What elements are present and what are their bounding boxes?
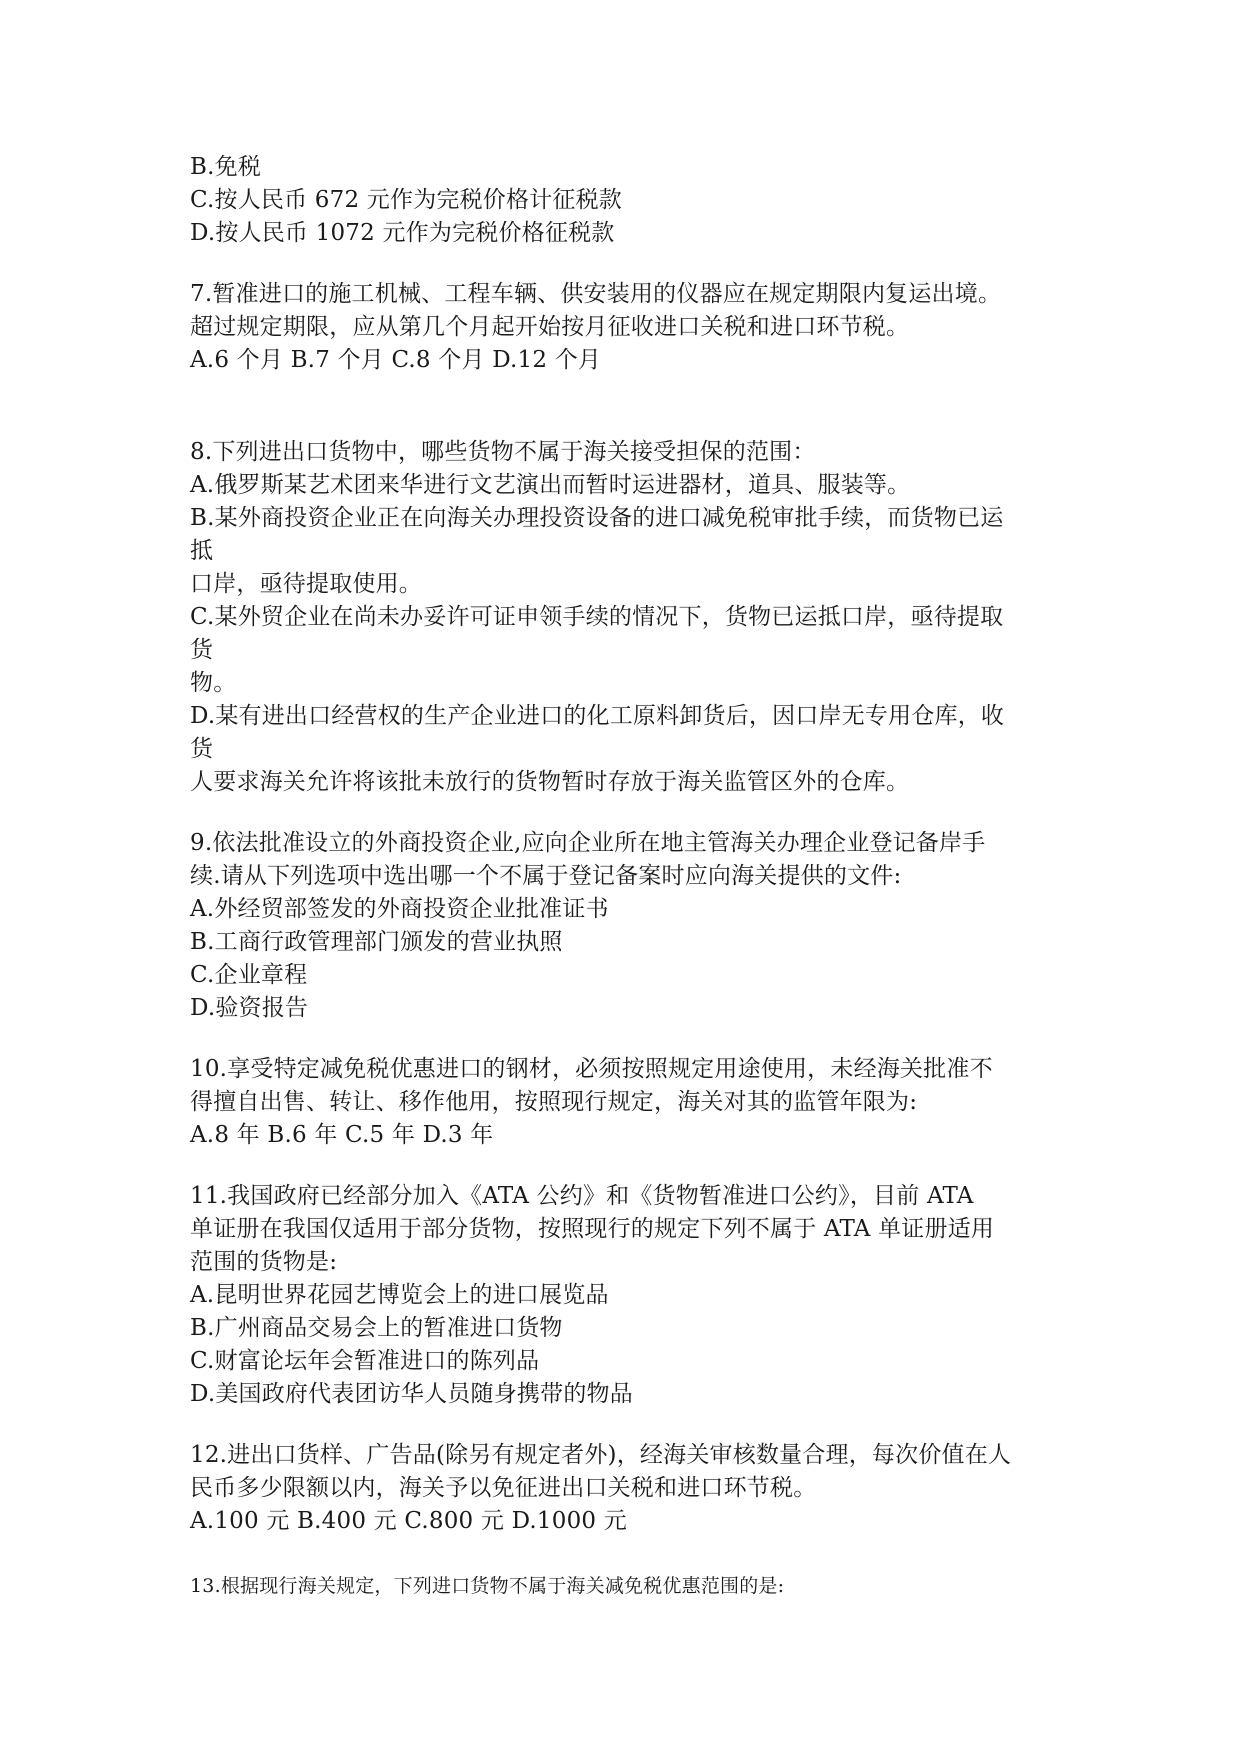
q8-option-d-line-1: D.某有进出口经营权的生产企业进口的化工原料卸货后，因口岸无专用仓库，收: [190, 703, 1005, 729]
q8-option-a: A.俄罗斯某艺术团来华进行文艺演出而暂时运进器材，道具、服装等。: [190, 472, 911, 498]
q13-stem: 13.根据现行海关规定，下列进口货物不属于海关减免税优惠范围的是:: [190, 1575, 785, 1597]
q9-option-d: D.验资报告: [190, 995, 309, 1021]
q8-option-d-line-3: 人要求海关允许将该批未放行的货物暂时存放于海关监管区外的仓库。: [190, 769, 910, 795]
q8-option-d-line-2: 货: [190, 736, 214, 762]
q8-option-b-line-1: B.某外商投资企业正在向海关办理投资设备的进口减免税审批手续，而货物已运: [190, 505, 1004, 531]
q6-option-b: B.免税: [190, 154, 262, 180]
q9-option-b: B.工商行政管理部门颁发的营业执照: [190, 929, 563, 955]
q8-option-c-line-2: 货: [190, 637, 214, 663]
q8-option-b-line-2: 抵: [190, 538, 214, 564]
q11-stem-line-3: 范围的货物是:: [190, 1249, 338, 1275]
q6-option-c: C.按人民币 672 元作为完税价格计征税款: [190, 187, 623, 213]
q11-stem-line-1: 11.我国政府已经部分加入《ATA 公约》和《货物暂准进口公约》，目前 ATA: [190, 1183, 974, 1209]
q10-stem-line-1: 10.享受特定减免税优惠进口的钢材，必须按照规定用途使用，未经海关批准不: [190, 1056, 993, 1082]
q8-option-c-line-1: C.某外贸企业在尚未办妥许可证申领手续的情况下，货物已运抵口岸，亟待提取: [190, 604, 1004, 630]
q8-option-c-line-3: 物。: [190, 670, 237, 696]
q7-stem-line-1: 7.暂准进口的施工机械、工程车辆、供安装用的仪器应在规定期限内复运出境。: [190, 281, 1002, 307]
q11-option-b: B.广州商品交易会上的暂准进口货物: [190, 1315, 563, 1341]
q11-option-a: A.昆明世界花园艺博览会上的进口展览品: [190, 1282, 609, 1308]
q6-option-d: D.按人民币 1072 元作为完税价格征税款: [190, 220, 615, 246]
q9-stem-line-1: 9.依法批准设立的外商投资企业,应向企业所在地主管海关办理企业登记备岸手: [190, 830, 986, 856]
q9-option-a: A.外经贸部签发的外商投资企业批准证书: [190, 896, 609, 922]
q8-stem: 8.下列进出口货物中，哪些货物不属于海关接受担保的范围：: [190, 439, 816, 465]
q11-option-c: C.财富论坛年会暂准进口的陈列品: [190, 1348, 540, 1374]
q12-stem-line-1: 12.进出口货样、广告品(除另有规定者外)，经海关审核数量合理，每次价值在人: [190, 1442, 1012, 1468]
q9-stem-line-2: 续.请从下列选项中选出哪一个不属于登记备案时应向海关提供的文件:: [190, 863, 902, 889]
q8-option-b-line-3: 口岸，亟待提取使用。: [190, 571, 422, 597]
q7-options: A.6 个月 B.7 个月 C.8 个月 D.12 个月: [190, 347, 602, 373]
q9-option-c: C.企业章程: [190, 962, 308, 988]
q10-options: A.8 年 B.6 年 C.5 年 D.3 年: [190, 1122, 494, 1148]
q12-stem-line-2: 民币多少限额以内，海关予以免征进出口关税和进口环节税。: [190, 1475, 817, 1501]
q11-option-d: D.美国政府代表团访华人员随身携带的物品: [190, 1381, 633, 1407]
q10-stem-line-2: 得擅自出售、转让、移作他用，按照现行规定，海关对其的监管年限为:: [190, 1089, 918, 1115]
q7-stem-line-2: 超过规定期限，应从第几个月起开始按月征收进口关税和进口环节税。: [190, 314, 910, 340]
q12-options: A.100 元 B.400 元 C.800 元 D.1000 元: [190, 1508, 627, 1534]
q11-stem-line-2: 单证册在我国仅适用于部分货物，按照现行的规定下列不属于 ATA 单证册适用: [190, 1216, 995, 1242]
